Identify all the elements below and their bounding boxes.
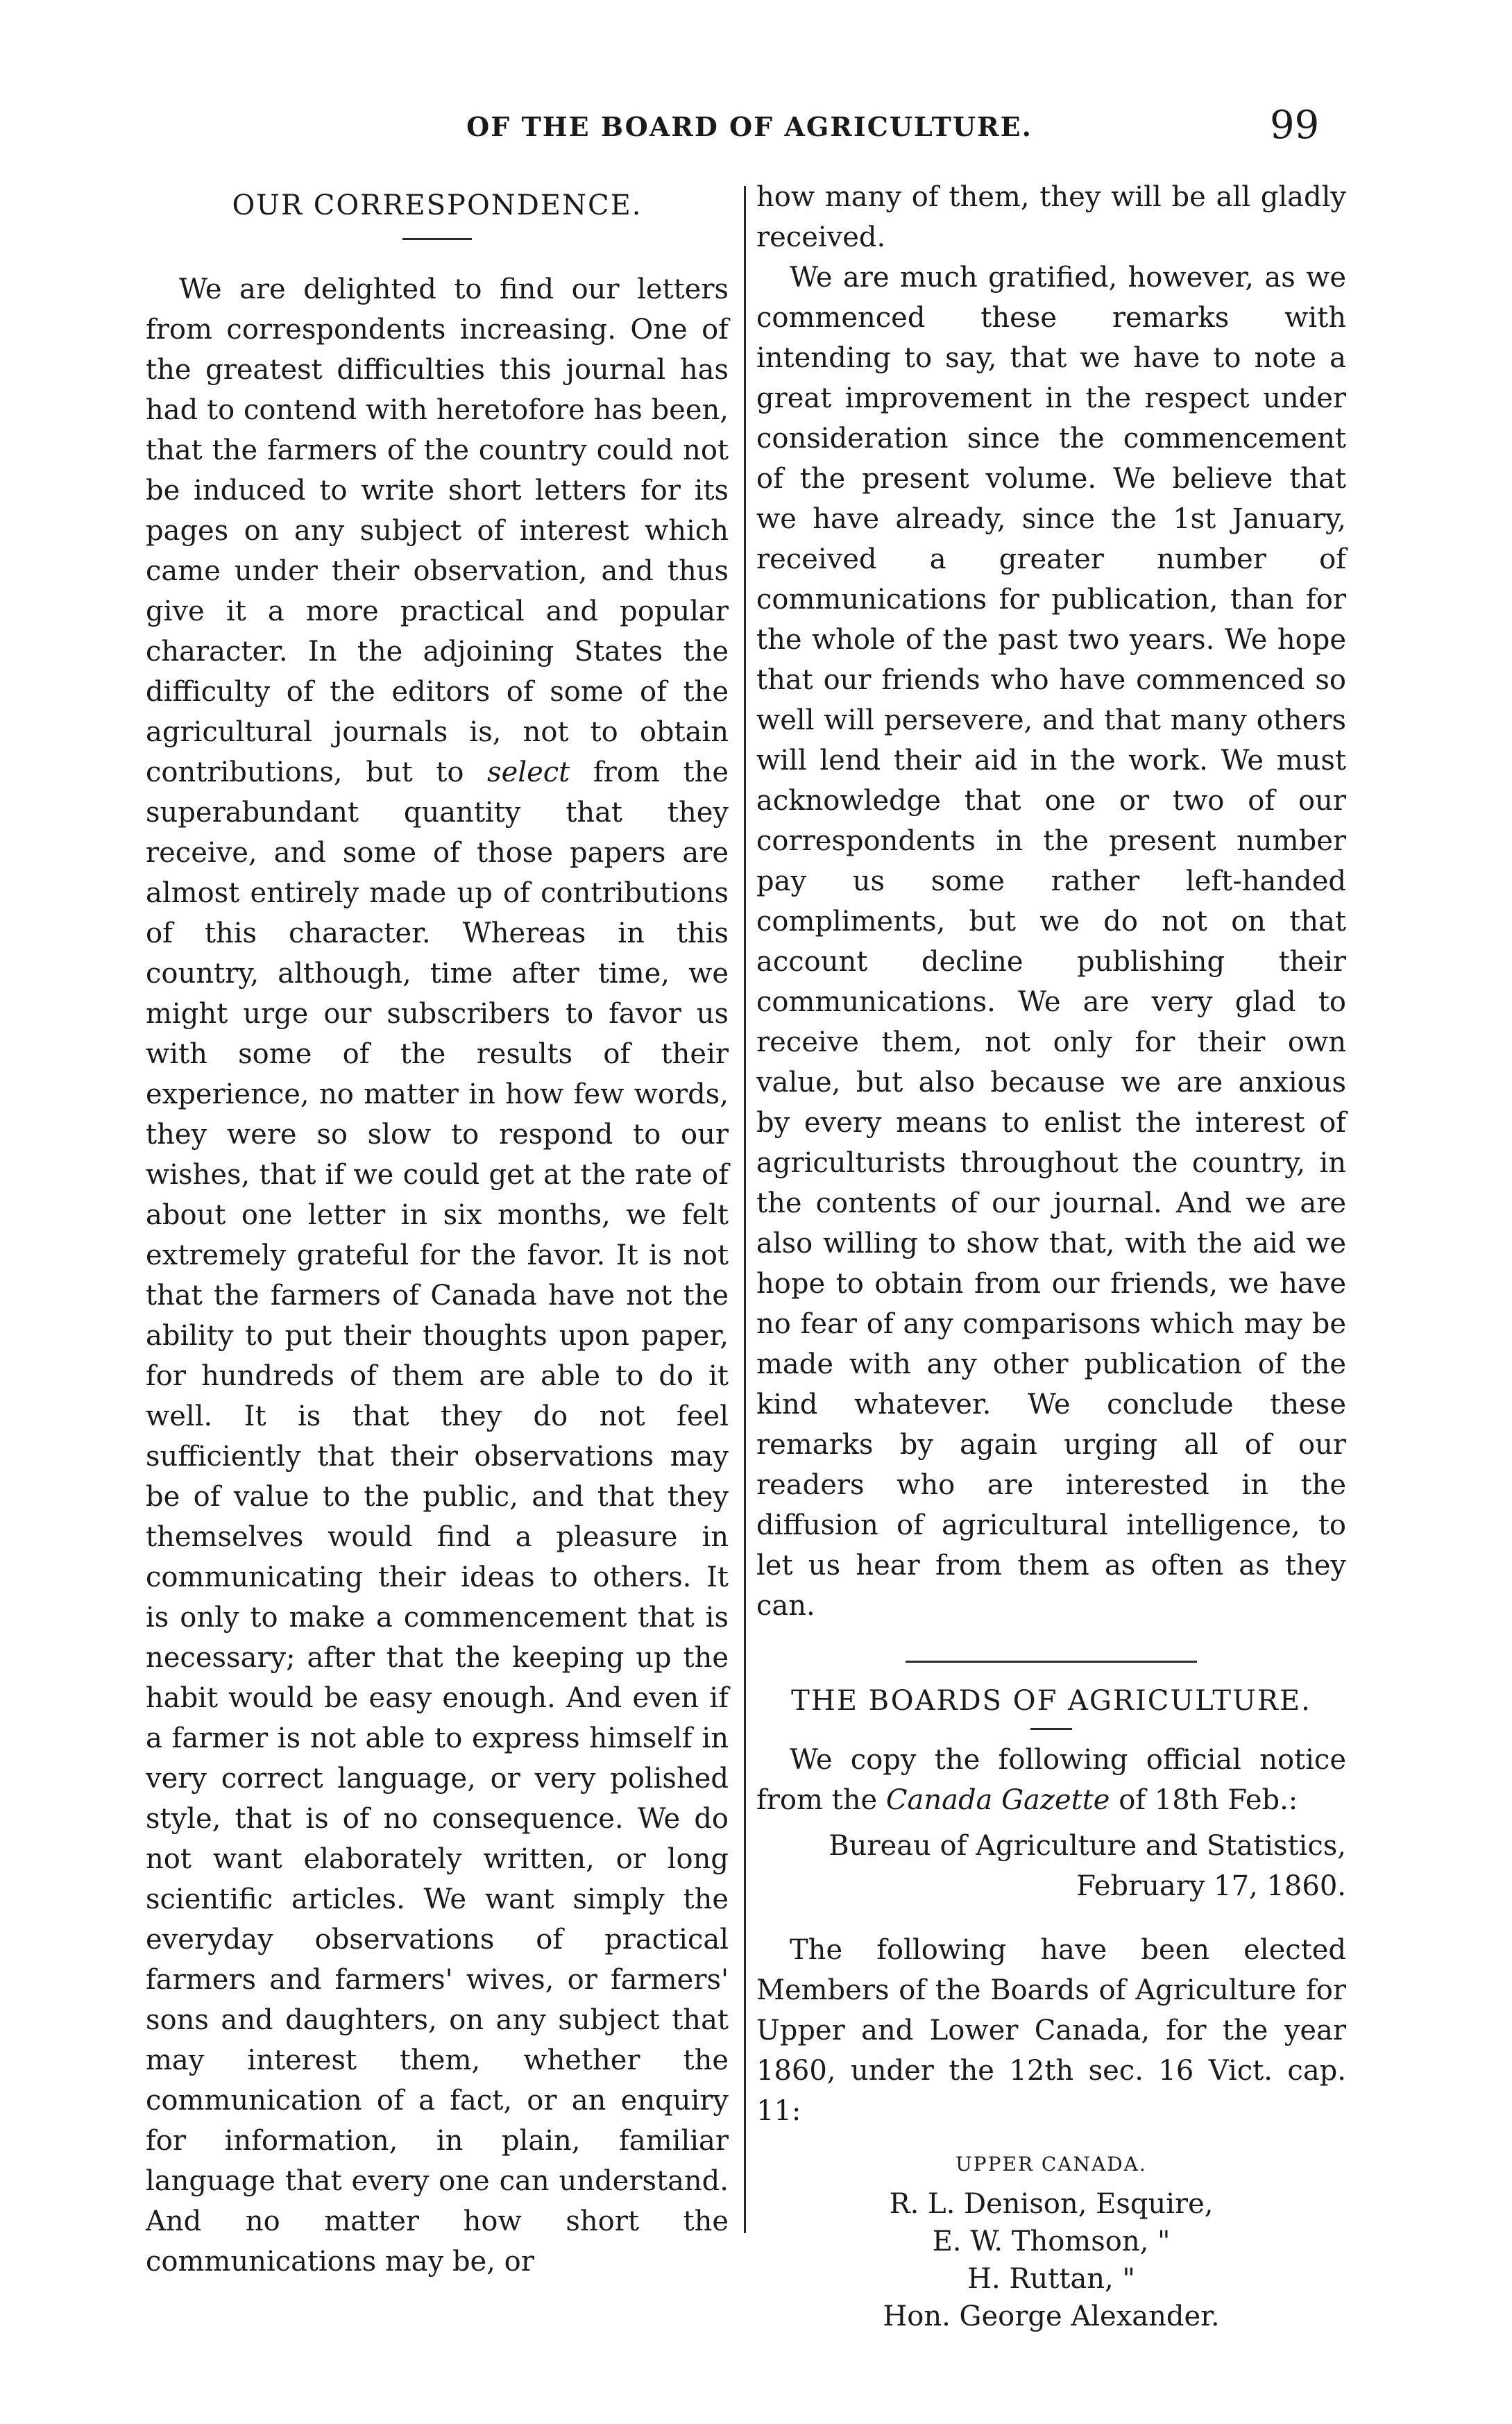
roster-entry: E. W. Thomson, " (932, 2226, 1171, 2257)
column-divider (744, 186, 746, 2233)
dateline-office: Bureau of Agriculture and Statistics, (829, 1830, 1346, 1862)
article-paragraph (146, 269, 729, 2282)
article-paragraph (756, 1740, 1346, 1820)
roster-entry: H. Ruttan, " (967, 2263, 1135, 2295)
article-paragraph-continued: how many of them, they will be all gladly received. (756, 181, 1346, 253)
notice-dateline (756, 1826, 1346, 1906)
section-divider (906, 1661, 1197, 1663)
article-paragraph: We are much gratified, however, as we commenced these remarks with intending to say, that we have to note a great improvement in the respect under consideration since the commencement of the present volume. We believe that we have already, since the 1st January, received a greater number of communications for publication, than for the whole of the past two years. We hope that our friends who have commenced so well will persevere, and that many others will lend their aid in the work. We must acknowledge that one or two of our correspondents in the present number pay us some rather left-handed compliments, but we do not on that account decline publishing their communications. We are very glad to receive them, not only for their own value, but also because we are anxious by every means to enlist the interest of agriculturists throughout the country, in the contents of our journal. And we are also willing to show that, with the aid we hope to obtain from our friends, we have no fear of any comparisons which may be made with any other publication of the kind whatever. We conclude these remarks by again urging all of our readers who are interested in the diffusion of agricultural intelligence, to let us hear from them as often as they can. (756, 262, 1346, 1622)
emphasis-text: Canada Gazette (885, 1784, 1110, 1816)
roster-entry: R. L. Denison, Esquire, (889, 2188, 1214, 2220)
article-title-boards-of-agriculture: THE BOARDS OF AGRICULTURE. (791, 1685, 1311, 1717)
paragraph-text: of 18th Feb.: (1110, 1784, 1298, 1816)
running-head: OF THE BOARD OF AGRICULTURE. (466, 111, 1033, 142)
article-title-our-correspondence: OUR CORRESPONDENCE. (232, 189, 643, 221)
left-column (146, 177, 729, 2282)
paragraph-text: We copy the following official notice from the (756, 1744, 1346, 1816)
paragraph-text: from the superabundant quantity that they receive, and some of those papers are almost entirely made up of contributions of this character. Whereas in this country, although, time after time, we might urge our subscribers to favor us with some of the results of their experience, no matter in how few words, they were so slow to respond to our wishes, that if we could get at the rate of about one letter in six months, we felt extremely grateful for the favor. It is not that the farmers of Canada have not the ability to put their thoughts upon paper, for hundreds of them are able to do it well. It is that they do not feel sufficiently that their observations may be of value to the public, and that they themselves would find a pleasure in communicating their ideas to others. It is only to make a commencement that is necessary; after that the keeping up the habit would be easy enough. And even if a farmer is not able to express himself in very correct language, or very polished style, that is of no consequence. We do not want elaborately written, or long scientific articles. We want simply the everyday observations of practical farmers and farmers' wives, or farmers' sons and daughters, on any subject that may interest them, whether the communication of a fact, or an enquiry for information, in plain, familiar language that every one can understand. And no matter how short the communications may be, or (146, 756, 729, 2278)
roster-entry: Hon. George Alexander. (883, 2300, 1220, 2332)
dateline-date: February 17, 1860. (1076, 1870, 1346, 1902)
member-roster (756, 2185, 1346, 2335)
roster-heading: UPPER CANADA. (955, 2153, 1147, 2176)
title-divider (1030, 1728, 1072, 1730)
emphasis-text: select (487, 756, 570, 788)
article-paragraph: The following have been elected Members of the Boards of Agriculture for Upper and Lower Canada, for the year 1860, under the 12th sec. 16 Vict. cap. 11: (756, 1934, 1346, 2127)
title-divider (402, 238, 472, 240)
right-column (756, 177, 1346, 2335)
page-number: 99 (1270, 103, 1320, 148)
paragraph-text: We are delighted to find our letters from correspondents increasing. One of the greatest difficulties this journal has had to contend with heretofore has been, that the farmers of the country could not be induced to write short letters for its pages on any subject of interest which came under their observation, and thus give it a more practical and popular character. In the adjoining States the difficulty of the editors of some of the agricultural journals is, not to obtain contributions, but to (146, 273, 729, 788)
